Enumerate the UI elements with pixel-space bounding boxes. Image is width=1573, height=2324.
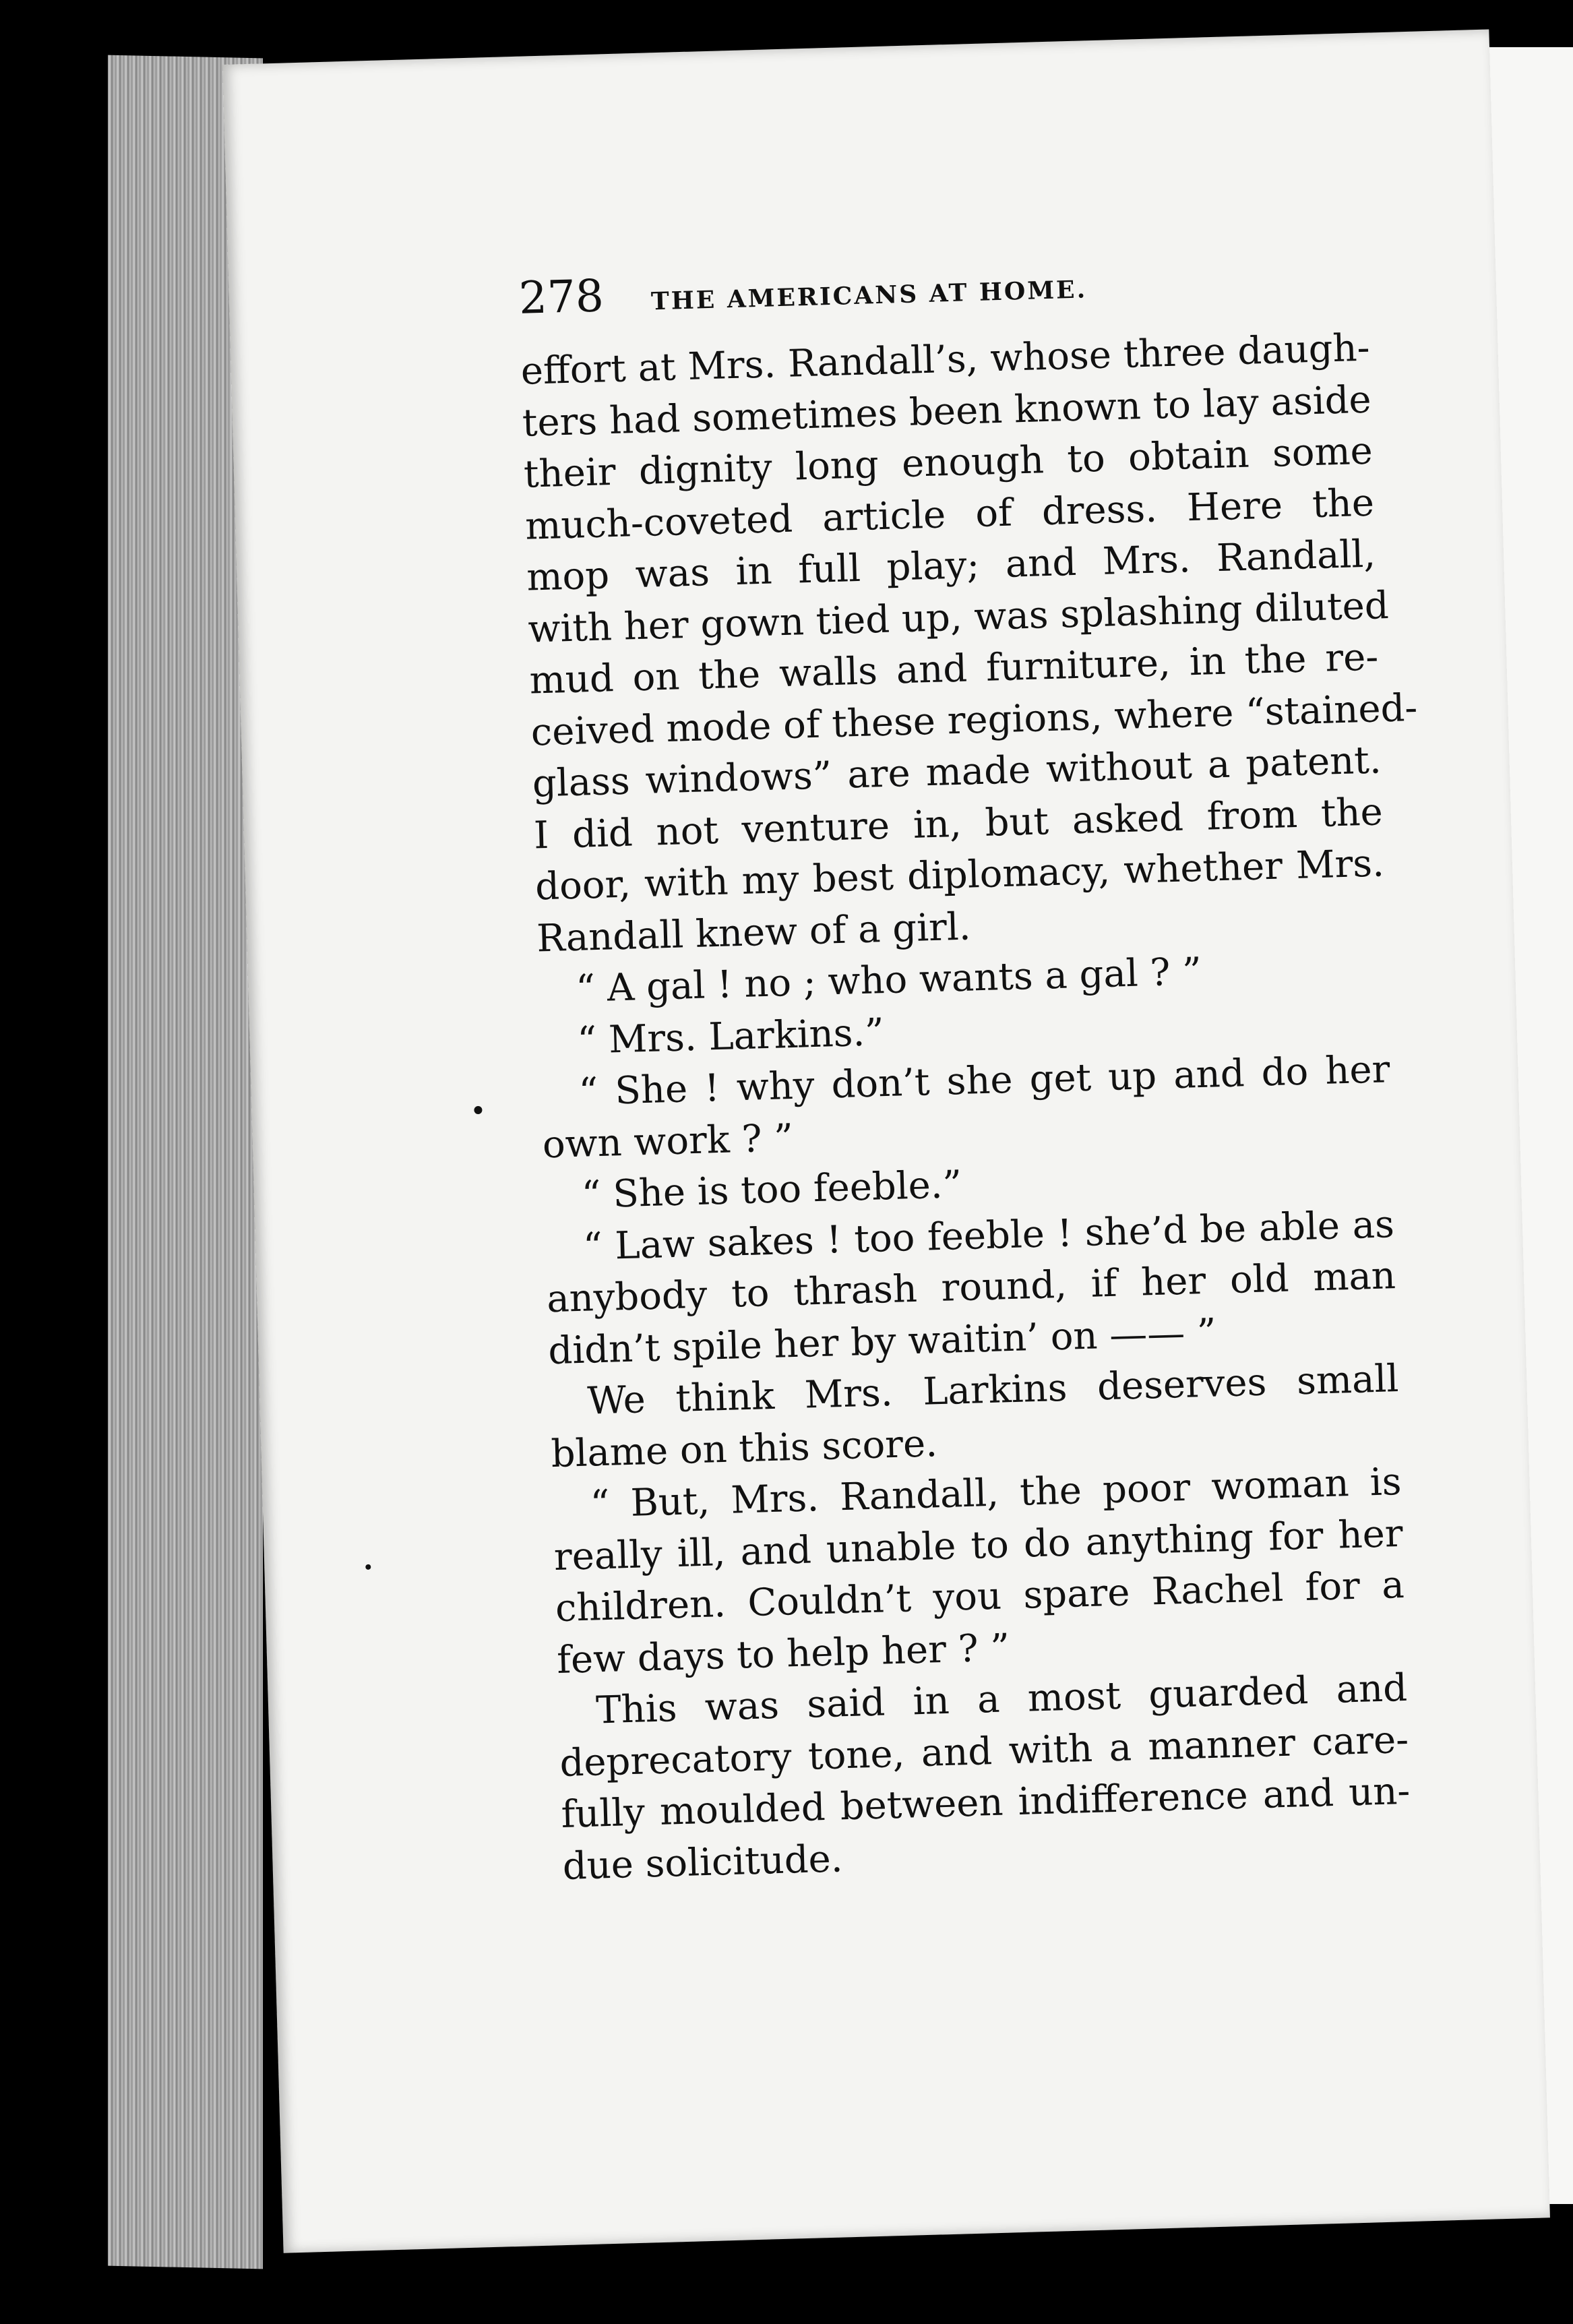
text-line: few days to help her ? ”: [556, 1625, 1010, 1682]
text-line: anybody to thrash round, if her old man: [546, 1254, 1396, 1322]
body-text: [520, 323, 1419, 1893]
text-line: much-coveted article of dress. Here the: [524, 481, 1375, 549]
text-line: really ill, and unable to do anything for her: [553, 1511, 1404, 1579]
text-line: “ A gal ! no ; who wants a gal ? ”: [575, 949, 1202, 1011]
text-line: effort at Mrs. Randall’s, whose three daugh-: [520, 326, 1371, 394]
text-line: “ She is too feeble.”: [581, 1163, 963, 1217]
text-line: “ Mrs. Larkins.”: [576, 1010, 885, 1063]
text-line: fully moulded between indifference and un-: [560, 1769, 1411, 1837]
page-text-block: [518, 249, 1419, 1893]
text-line: “ Law sakes ! too feeble ! she’d be able as: [582, 1202, 1395, 1269]
margin-mark: [474, 1106, 482, 1114]
text-line: “ But, Mrs. Randall, the poor woman is: [589, 1459, 1402, 1527]
text-line: We think Mrs. Larkins deserves small: [586, 1357, 1400, 1424]
margin-mark: [365, 1564, 371, 1570]
text-line: glass windows” are made without a patent.: [532, 738, 1382, 806]
page-number: 278: [518, 270, 605, 324]
text-line: children. Couldn’t you spare Rachel for a: [555, 1562, 1405, 1631]
text-line: mop was in full play; and Mrs. Randall,: [526, 532, 1376, 600]
text-line: This was said in a most guarded and: [595, 1665, 1408, 1733]
text-line: their dignity long enough to obtain some: [523, 429, 1374, 497]
text-line: Randall knew of a girl.: [536, 905, 972, 960]
text-line: own work ? ”: [542, 1115, 794, 1167]
text-line: ceived mode of these regions, where “stained-: [530, 685, 1419, 755]
text-line: deprecatory tone, and with a manner care-: [559, 1717, 1409, 1785]
running-title: THE AMERICANS AT HOME.: [650, 275, 1088, 316]
text-line: door, with my best diplomacy, whether Mrs.: [534, 841, 1385, 909]
text-line: I did not venture in, but asked from the: [533, 789, 1384, 858]
text-line: “ She ! why don’t she get up and do her: [578, 1047, 1391, 1114]
text-line: blame on this score.: [550, 1421, 938, 1476]
text-line: due solicitude.: [561, 1836, 844, 1889]
book-page: [222, 30, 1550, 2253]
text-line: with her gown tied up, was splashing diluted: [527, 583, 1390, 652]
text-line: didn’t spile her by waitin’ on —— ”: [547, 1310, 1217, 1373]
text-line: mud on the walls and furniture, in the re-: [528, 635, 1380, 703]
text-line: ters had sometimes been known to lay aside: [522, 377, 1372, 446]
